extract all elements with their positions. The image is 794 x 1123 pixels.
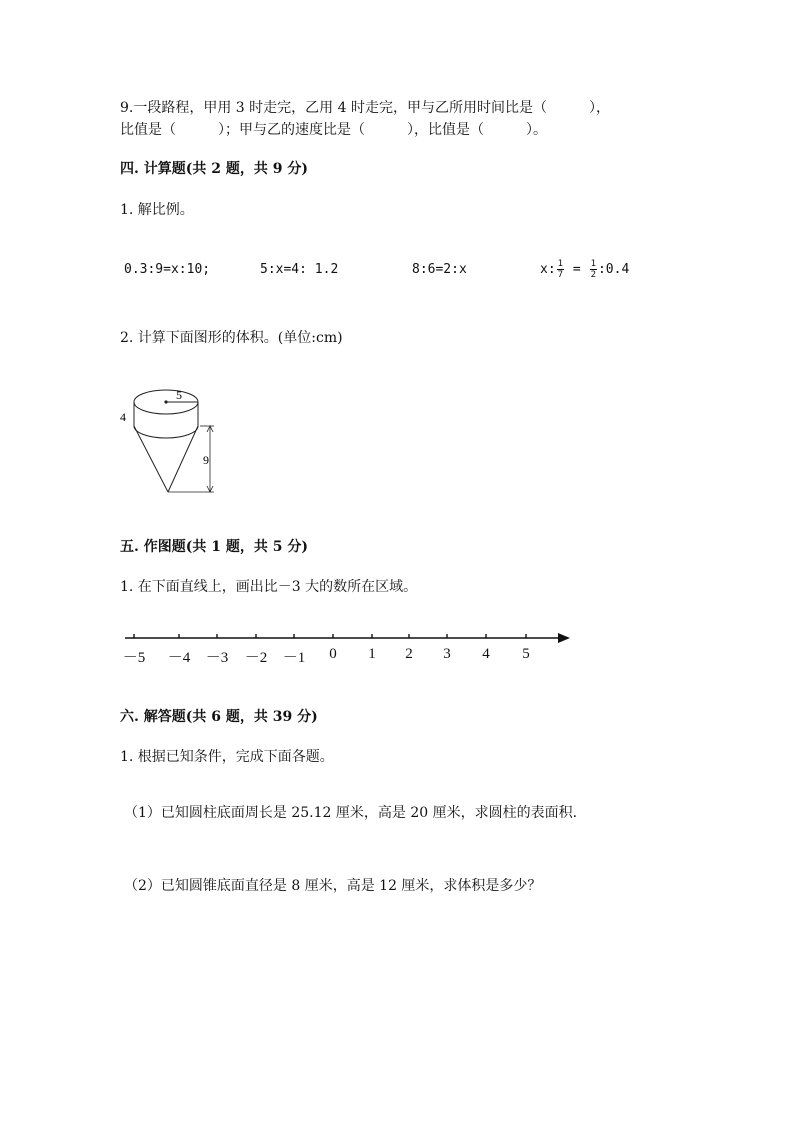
section4-q1-label: 1. 解比例。 <box>120 202 194 218</box>
tick-label: 2 <box>405 646 413 662</box>
cylinder-cone-figure <box>110 372 230 500</box>
eq4-frac2-denominator: 2 <box>590 270 596 280</box>
tick-label: －2 <box>244 650 268 666</box>
equation-4 <box>540 259 629 280</box>
eq4-suffix: :0.4 <box>597 262 630 277</box>
section6-q1-sub2: （2）已知圆锥底面直径是 8 厘米，高是 12 厘米，求体积是多少？ <box>124 878 542 894</box>
cylinder-bottom-curve <box>134 426 198 438</box>
equation-3: 8:6=2:x <box>412 262 467 277</box>
eq4-prefix: x: <box>540 262 556 277</box>
eq4-frac2-numerator: 1 <box>590 259 596 269</box>
eq4-fraction-1 <box>557 259 564 280</box>
section5-title: 五. 作图题(共 1 题，共 5 分) <box>120 539 308 555</box>
tick-label: 1 <box>368 646 376 662</box>
cone-left-edge <box>134 426 168 492</box>
section4-q2-label: 2. 计算下面图形的体积。(单位:cm) <box>120 330 343 346</box>
section6-q1-sub1: （1）已知圆柱底面周长是 25.12 厘米，高是 20 厘米，求圆柱的表面积. <box>124 805 578 821</box>
number-line <box>0 620 794 670</box>
tick-label: 0 <box>329 646 337 662</box>
eq4-frac1-numerator: 1 <box>557 259 564 269</box>
axis-arrow-icon <box>558 633 570 643</box>
tick-label: －3 <box>205 650 229 666</box>
tick-label: －4 <box>167 650 191 666</box>
section4-title: 四. 计算题(共 2 题，共 9 分) <box>120 161 308 177</box>
section6-title: 六. 解答题(共 6 题，共 39 分) <box>120 709 318 725</box>
cylinder-height-label: 4 <box>120 410 126 424</box>
equation-2: 5:x=4: 1.2 <box>260 262 339 277</box>
tick-label: 3 <box>443 646 451 662</box>
section5-q1-label: 1. 在下面直线上，画出比－3 大的数所在区域。 <box>120 579 418 595</box>
eq4-fraction-2 <box>590 259 597 280</box>
equation-1: 0.3:9=x:10; <box>124 262 211 277</box>
tick-label: －5 <box>122 650 146 666</box>
q9-line2: 比值是（ ）；甲与乙的速度比是（ ），比值是（ ）。 <box>120 122 547 138</box>
q9-line1: 9.一段路程，甲用 3 时走完，乙用 4 时走完，甲与乙所用时间比是（ ）， <box>120 100 610 116</box>
tick-label: 5 <box>522 646 530 662</box>
eq4-equals: = <box>572 262 581 277</box>
tick-label: 4 <box>482 646 490 662</box>
eq4-frac1-denominator: 7 <box>557 270 564 280</box>
section6-q1-label: 1. 根据已知条件，完成下面各题。 <box>120 749 334 765</box>
cone-height-label: 9 <box>203 453 209 467</box>
tick-label: －1 <box>282 650 306 666</box>
radius-label: 5 <box>176 388 182 402</box>
number-line-axis <box>0 620 794 650</box>
